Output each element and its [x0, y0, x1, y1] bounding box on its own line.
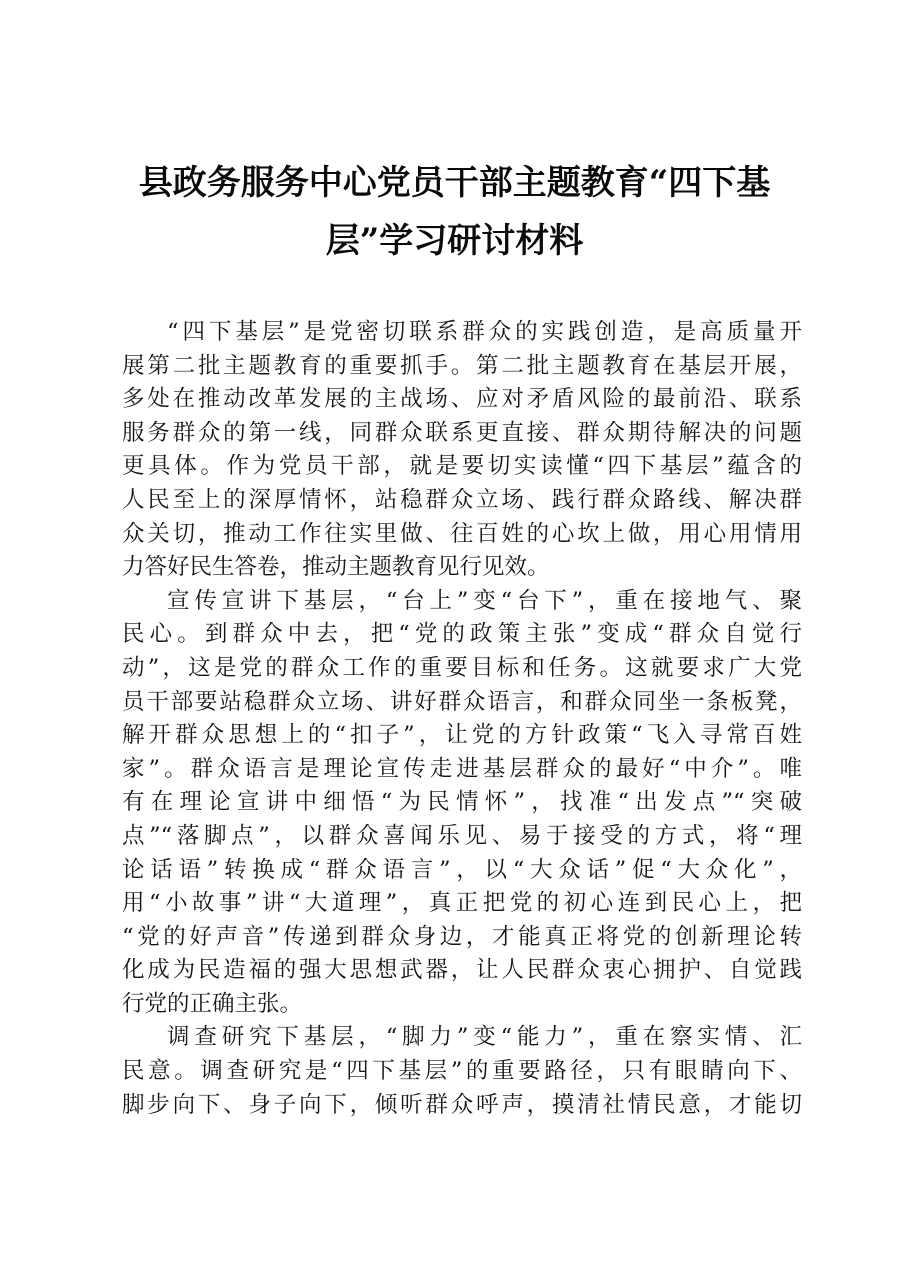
- text-line: 调查研究下基层，“脚力”变“能力”，重在察实情、汇: [167, 1024, 802, 1051]
- text-line: 解开群众思想上的“扣子”，让党的方针政策“飞入寻常百姓: [122, 722, 802, 749]
- document-title: [120, 154, 789, 270]
- text-line: 人民至上的深厚情怀，站稳群众立场、践行群众路线、解决群: [122, 486, 802, 513]
- text-line: 力答好民生答卷，推动主题教育见行见效。: [122, 554, 550, 581]
- text-line: 用“小故事”讲“大道理”，真正把党的初心连到民心上，把: [122, 890, 802, 917]
- paragraph-3: [122, 1021, 802, 1122]
- text-line: 展第二批主题教育的重要抓手。第二批主题教育在基层开展，: [122, 352, 802, 379]
- text-line: 点”“落脚点”，以群众喜闻乐见、易于接受的方式，将“理: [122, 822, 802, 849]
- text-line: 化成为民造福的强大思想武器，让人民群众衷心拥护、自觉践: [122, 957, 802, 984]
- text-line: 民意。调查研究是“四下基层”的重要路径，只有眼睛向下、: [122, 1058, 802, 1085]
- text-line: 多处在推动改革发展的主战场、应对矛盾风险的最前沿、联系: [122, 386, 802, 413]
- text-line: 脚步向下、身子向下，倾听群众呼声，摸清社情民意，才能切: [122, 1091, 802, 1118]
- document-body: [122, 316, 802, 1122]
- text-line: 更具体。作为党员干部，就是要切实读懂“四下基层”蕴含的: [122, 453, 802, 480]
- text-line: 员干部要站稳群众立场、讲好群众语言，和群众同坐一条板凳，: [122, 688, 802, 715]
- text-line: “党的好声音”传递到群众身边，才能真正将党的创新理论转: [122, 923, 802, 950]
- text-line: 众关切，推动工作往实里做、往百姓的心坎上做，用心用情用: [122, 520, 802, 547]
- paragraph-1: [122, 316, 802, 585]
- text-line: 宣传宣讲下基层，“台上”变“台下”，重在接地气、聚: [167, 587, 802, 614]
- text-line: 行党的正确主张。: [122, 990, 303, 1017]
- text-line: 论话语”转换成“群众语言”，以“大众话”促“大众化”，: [122, 856, 802, 883]
- title-line: 层”学习研讨材料: [325, 221, 584, 261]
- text-line: 有在理论宣讲中细悟“为民情怀”，找准“出发点”“突破: [122, 789, 802, 816]
- title-line: 县政务服务中心党员干部主题教育“四下基: [138, 163, 771, 203]
- text-line: 家”。群众语言是理论宣传走进基层群众的最好“中介”。唯: [122, 755, 802, 782]
- text-line: 民心。到群众中去，把“党的政策主张”变成“群众自觉行: [122, 621, 802, 648]
- paragraph-2: [122, 585, 802, 1022]
- text-line: 服务群众的第一线，同群众联系更直接、群众期待解决的问题: [122, 419, 802, 446]
- text-line: “四下基层”是党密切联系群众的实践创造，是高质量开: [167, 319, 802, 345]
- text-line: 动”，这是党的群众工作的重要目标和任务。这就要求广大党: [122, 654, 802, 681]
